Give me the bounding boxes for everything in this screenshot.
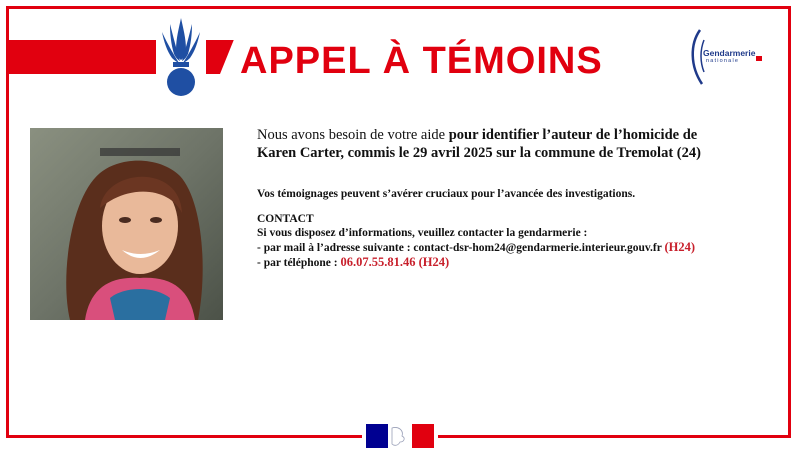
email-hours: (H24) bbox=[664, 240, 696, 254]
contact-block bbox=[257, 212, 777, 270]
contact-phone-line bbox=[257, 255, 777, 270]
appeal-text bbox=[257, 126, 777, 270]
importance-text: Vos témoignages peuvent s’avérer cruciaux pour l’avancée des investigations. bbox=[257, 188, 636, 200]
contact-heading: CONTACT bbox=[257, 213, 314, 225]
intro-plain: Nous avons besoin de votre aide bbox=[257, 127, 449, 143]
grenade-flame-icon bbox=[156, 14, 206, 100]
gendarmerie-logo bbox=[690, 26, 770, 88]
intro-paragraph bbox=[257, 126, 777, 162]
phone-label: - par téléphone : bbox=[257, 257, 341, 269]
republique-francaise-logo bbox=[362, 420, 438, 450]
intro-bold-1: pour identifier l’auteur de l’homicide de bbox=[448, 127, 698, 143]
page-title: APPEL À TÉMOINS bbox=[240, 40, 603, 82]
header-red-band bbox=[6, 40, 242, 74]
victim-photo bbox=[30, 128, 223, 320]
contact-line: Si vous disposez d’informations, veuillez contacter la gendarmerie : bbox=[257, 227, 588, 239]
logo-text: Gendarmerie bbox=[703, 48, 756, 58]
intro-bold-2: Karen Carter, commis le 29 avril 2025 sur la commune de Tremolat (24) bbox=[257, 145, 701, 161]
phone-number[interactable]: 06.07.55.81.46 (H24) bbox=[340, 255, 450, 269]
contact-email-line bbox=[257, 240, 777, 255]
contact-email[interactable]: - par mail à l’adresse suivante : contact-dsr-hom24@gendarmerie.interieur.gouv.fr bbox=[257, 242, 662, 254]
logo-subtext: nationale bbox=[706, 58, 740, 64]
